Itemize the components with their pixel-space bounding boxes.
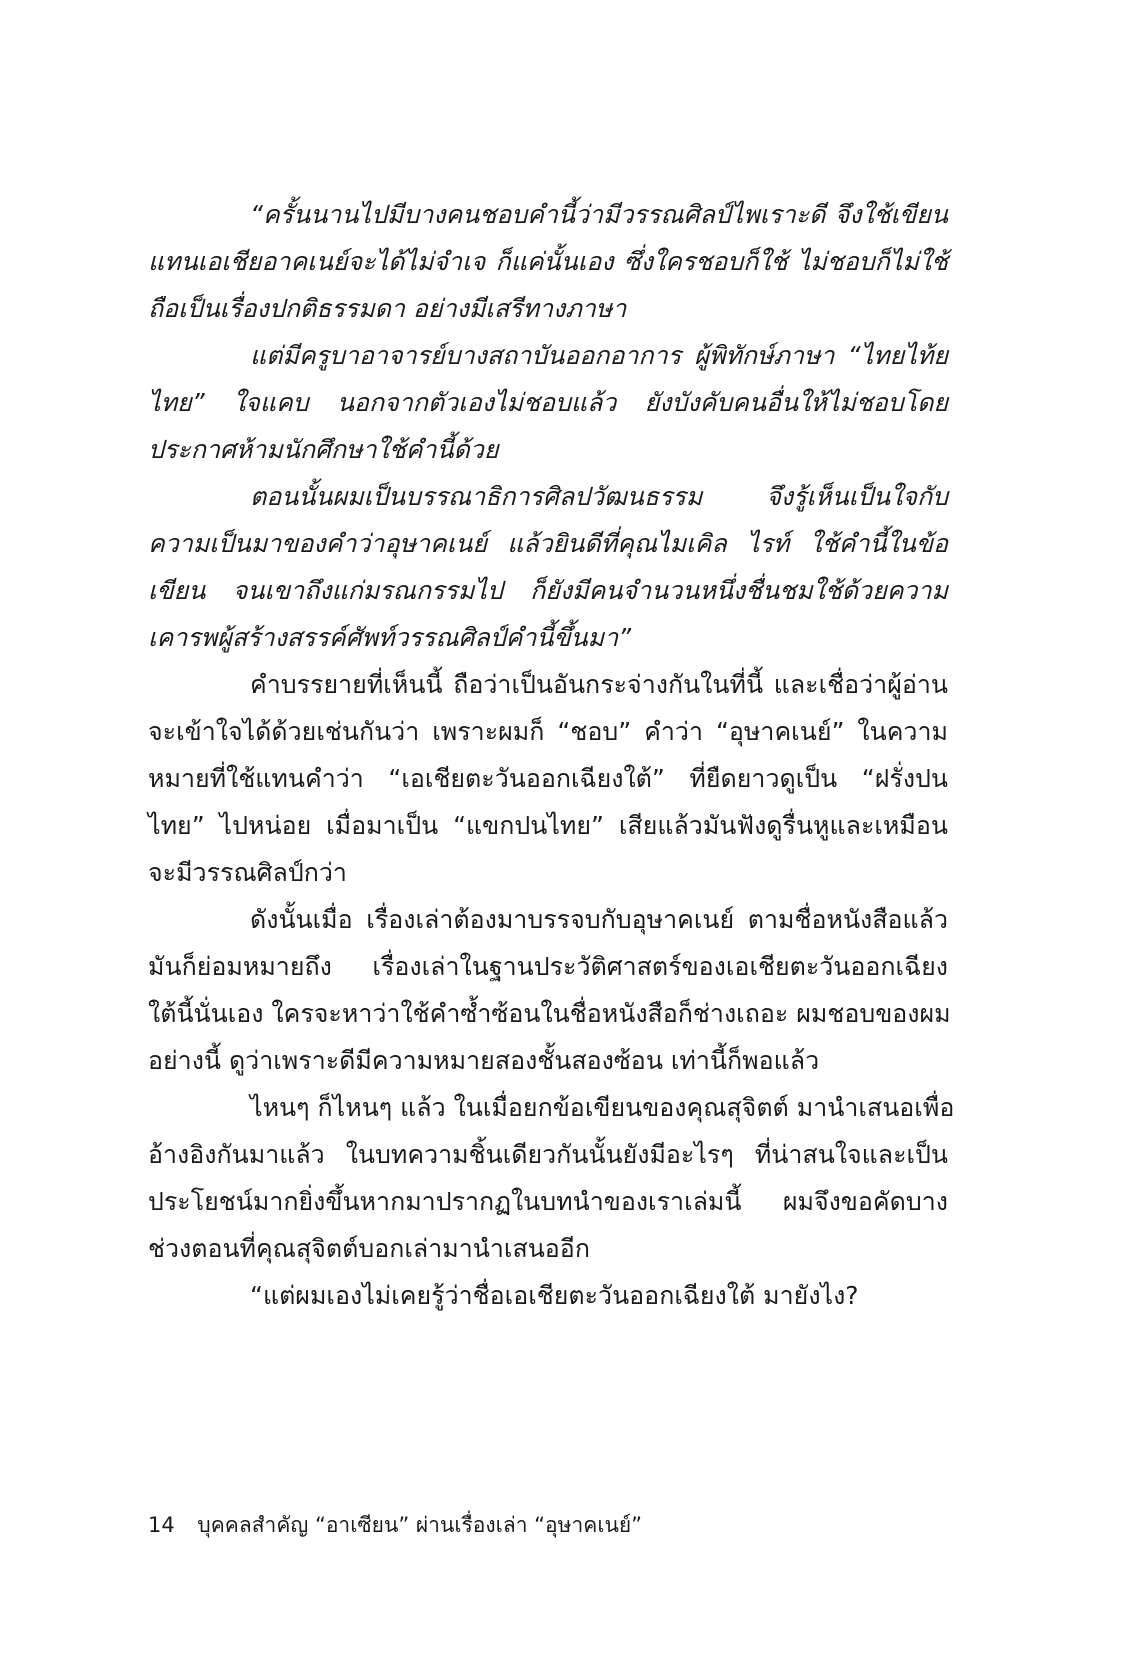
page-footer xyxy=(148,1510,642,1540)
text-line: เขียน จนเขาถึงแก่มรณกรรมไป ก็ยังมีคนจำนวนหนึ่งชื่นชมใช้ด้วยความ xyxy=(148,576,948,605)
text-line: ถือเป็นเรื่องปกติธรรมดา อย่างมีเสรีทางภาษา xyxy=(148,294,627,323)
text-line: อย่างนี้ ดูว่าเพราะดีมีความหมายสองชั้นสองซ้อน เท่านี้ก็พอแล้ว xyxy=(148,1046,820,1075)
text-line: ประโยชน์มากยิ่งขึ้นหากมาปรากฏในบทนำของเราเล่มนี้ ผมจึงขอคัดบาง xyxy=(148,1187,948,1216)
text-line: ไทย” ใจแคบ นอกจากตัวเองไม่ชอบแล้ว ยังบังคับคนอื่นให้ไม่ชอบโดย xyxy=(148,388,948,417)
text-line: ความเป็นมาของคำว่าอุษาคเนย์ แล้วยินดีที่คุณไมเคิล ไรท์ ใช้คำนี้ในข้อ xyxy=(148,529,948,558)
running-title: บุคคลสำคัญ “อาเซียน” ผ่านเรื่องเล่า “อุษาคเนย์” xyxy=(197,1513,643,1537)
text-line: จะมีวรรณศิลป์กว่า xyxy=(148,858,347,887)
text-line: มันก็ย่อมหมายถึง เรื่องเล่าในฐานประวัติศาสตร์ของเอเชียตะวันออกเฉียง xyxy=(148,952,948,981)
text-line: ใต้นี้นั่นเอง ใครจะหาว่าใช้คำซ้ำซ้อนในชื่อหนังสือก็ช่างเถอะ ผมชอบของผม xyxy=(148,999,951,1028)
text-line: แทนเอเชียอาคเนย์จะได้ไม่จำเจ ก็แค่นั้นเอง ซึ่งใครชอบก็ใช้ ไม่ชอบก็ไม่ใช้ xyxy=(148,247,948,276)
text-line: “ครั้นนานไปมีบางคนชอบคำนี้ว่ามีวรรณศิลป์ไพเราะดี จึงใช้เขียน xyxy=(250,200,948,229)
text-line: เคารพผู้สร้างสรรค์ศัพท์วรรณศิลป์คำนี้ขึ้นมา” xyxy=(148,623,632,652)
text-line: ช่วงตอนที่คุณสุจิตต์บอกเล่ามานำเสนออีก xyxy=(148,1234,590,1263)
text-line: อ้างอิงกันมาแล้ว ในบทความชิ้นเดียวกันนั้นยังมีอะไรๆ ที่น่าสนใจและเป็น xyxy=(148,1140,948,1169)
text-line: “แต่ผมเองไม่เคยรู้ว่าชื่อเอเชียตะวันออกเฉียงใต้ มายังไง? xyxy=(250,1281,859,1310)
text-line: ตอนนั้นผมเป็นบรรณาธิการศิลปวัฒนธรรม จึงรู้เห็นเป็นใจกับ xyxy=(250,482,948,511)
page-number: 14 xyxy=(148,1513,175,1537)
text-line: หมายที่ใช้แทนคำว่า “เอเชียตะวันออกเฉียงใต้” ที่ยืดยาวดูเป็น “ฝรั่งปน xyxy=(148,764,948,793)
text-line: จะเข้าใจได้ด้วยเช่นกันว่า เพราะผมก็ “ชอบ” คำว่า “อุษาคเนย์” ในความ xyxy=(148,717,948,746)
text-line: ไทย” ไปหน่อย เมื่อมาเป็น “แขกปนไทย” เสียแล้วมันฟังดูรื่นหูและเหมือน xyxy=(148,811,948,840)
text-line: คำบรรยายที่เห็นนี้ ถือว่าเป็นอันกระจ่างกันในที่นี้ และเชื่อว่าผู้อ่าน xyxy=(250,670,948,699)
text-line: แต่มีครูบาอาจารย์บางสถาบันออกอาการ ผู้พิทักษ์ภาษา “ไทยไท้ย xyxy=(250,341,948,370)
text-line: ดังนั้นเมื่อ เรื่องเล่าต้องมาบรรจบกับอุษาคเนย์ ตามชื่อหนังสือแล้ว xyxy=(250,905,948,934)
text-line: ไหนๆ ก็ไหนๆ แล้ว ในเมื่อยกข้อเขียนของคุณสุจิตต์ มานำเสนอเพื่อ xyxy=(250,1093,955,1122)
text-line: ประกาศห้ามนักศึกษาใช้คำนี้ด้วย xyxy=(148,435,499,464)
